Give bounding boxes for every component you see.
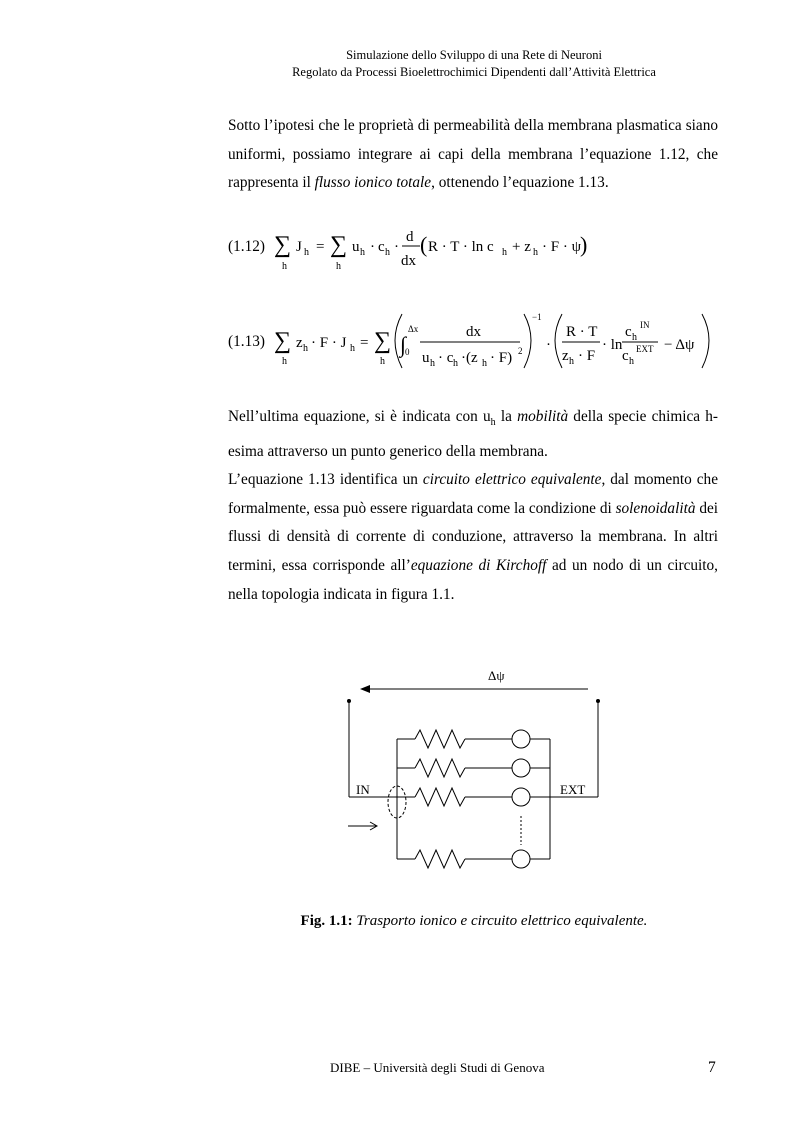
paragraph-mobilita: Nell’ultima equazione, si è indicata con $u_h$ la mobilità della specie chimica h-esima attraverso un punto generico della membrana. (228, 408, 718, 460)
svg-text:EXT: EXT (636, 344, 654, 354)
svg-text:∫: ∫ (400, 332, 407, 357)
svg-text:z: z (562, 348, 569, 364)
svg-text:+ z: + z (512, 239, 531, 255)
figure-circuit (330, 660, 620, 880)
svg-text:· c: · c (438, 350, 454, 366)
equation-1-13 (270, 306, 720, 376)
svg-text:· F · J: · F · J (311, 335, 347, 351)
svg-text:R · T · ln c: R · T · ln c (428, 239, 494, 255)
svg-text:h: h (380, 356, 385, 367)
svg-text:h: h (629, 356, 634, 367)
footer-institution: DIBE – Università degli Studi di Genova (330, 1060, 545, 1075)
header-line-1: Simulazione dello Sviluppo di una Rete di Neuroni (346, 48, 602, 62)
header-line-2: Regolato da Processi Bioelettrochimici Dipendenti dall’Attività Elettrica (292, 65, 656, 79)
svg-text:c: c (625, 324, 632, 340)
svg-text:h: h (632, 332, 637, 343)
svg-text:d: d (406, 229, 414, 245)
svg-text:·(z: ·(z (461, 350, 478, 366)
svg-text:h: h (385, 247, 390, 258)
svg-text:R · T: R · T (566, 324, 598, 340)
svg-text:∑: ∑ (374, 328, 392, 354)
svg-text:=: = (360, 335, 369, 351)
svg-text:dx: dx (466, 324, 481, 340)
ext-label: EXT (560, 782, 586, 797)
svg-text:h: h (303, 343, 308, 354)
caption-label: Fig. 1.1: (300, 913, 353, 929)
svg-text:h: h (482, 358, 487, 369)
equation-1-13-label: (1.13) (228, 333, 265, 350)
svg-text:u: u (352, 239, 360, 255)
caption-text: Trasporto ionico e circuito elettrico equivalente. (352, 913, 648, 929)
svg-text:Δx: Δx (408, 324, 419, 334)
svg-text:h: h (282, 356, 287, 367)
svg-text:J: J (296, 239, 302, 255)
svg-text:z: z (296, 335, 303, 351)
svg-text:·: · (394, 239, 399, 255)
body-text (228, 403, 718, 609)
svg-text:h: h (502, 247, 507, 258)
svg-text:h: h (282, 261, 287, 272)
svg-text:·: · (546, 337, 551, 353)
svg-text:∑: ∑ (330, 232, 348, 258)
svg-text:−1: −1 (532, 312, 542, 322)
svg-text:h: h (453, 358, 458, 369)
svg-text:· F · ψ: · F · ψ (542, 239, 581, 255)
svg-text:− Δψ: − Δψ (664, 337, 695, 353)
intro-paragraph: Sotto l’ipotesi che le proprietà di permeabilità della membrana plasmatica siano uniformi, possiamo integrare ai capi della membrana l’equazione 1.12, che rappresenta il flusso ionico totale, ottenendo l’equazione 1.13. (228, 117, 718, 192)
svg-text:c: c (378, 239, 385, 255)
svg-text:c: c (622, 348, 629, 364)
svg-text:· F: · F (578, 348, 596, 364)
svg-text:0: 0 (405, 347, 410, 357)
svg-text:u: u (422, 350, 430, 366)
svg-text:2: 2 (518, 346, 523, 356)
svg-text:h: h (569, 356, 574, 367)
svg-text:h: h (430, 358, 435, 369)
svg-text:(: ( (420, 232, 428, 257)
svg-text:h: h (533, 247, 538, 258)
delta-psi-label: Δψ (488, 668, 505, 683)
running-header (230, 47, 718, 81)
in-label: IN (356, 782, 370, 797)
svg-text:h: h (304, 247, 309, 258)
svg-text:h: h (336, 261, 341, 272)
svg-text:h: h (360, 247, 365, 258)
svg-text:· ln: · ln (602, 337, 623, 353)
svg-text:): ) (580, 232, 588, 257)
page-number: 7 (708, 1059, 716, 1076)
emphasis-flusso: flusso ionico totale (314, 174, 432, 192)
svg-text:∑: ∑ (274, 232, 292, 258)
figure-caption (230, 913, 718, 930)
svg-text:h: h (350, 343, 355, 354)
svg-text:· F): · F) (490, 350, 513, 366)
svg-text:∑: ∑ (274, 328, 292, 354)
svg-text:·: · (370, 239, 375, 255)
svg-text:IN: IN (640, 320, 650, 330)
svg-text:dx: dx (401, 253, 416, 269)
paragraph-circuito: L’equazione 1.13 identifica un circuito elettrico equivalente, dal momento che formalmente, essa può essere riguardata come la condizione di solenoidalità dei flussi di densità di corrente di conduzione, attraverso la membrana. In altri termini, essa corrisponde all’equazione di Kirchoff ad un nodo di un circuito, nella topologia indicata in figura 1.1. (228, 471, 719, 603)
equation-1-12 (270, 222, 590, 274)
equation-1-12-label: (1.12) (228, 238, 265, 255)
svg-text:=: = (316, 239, 325, 255)
